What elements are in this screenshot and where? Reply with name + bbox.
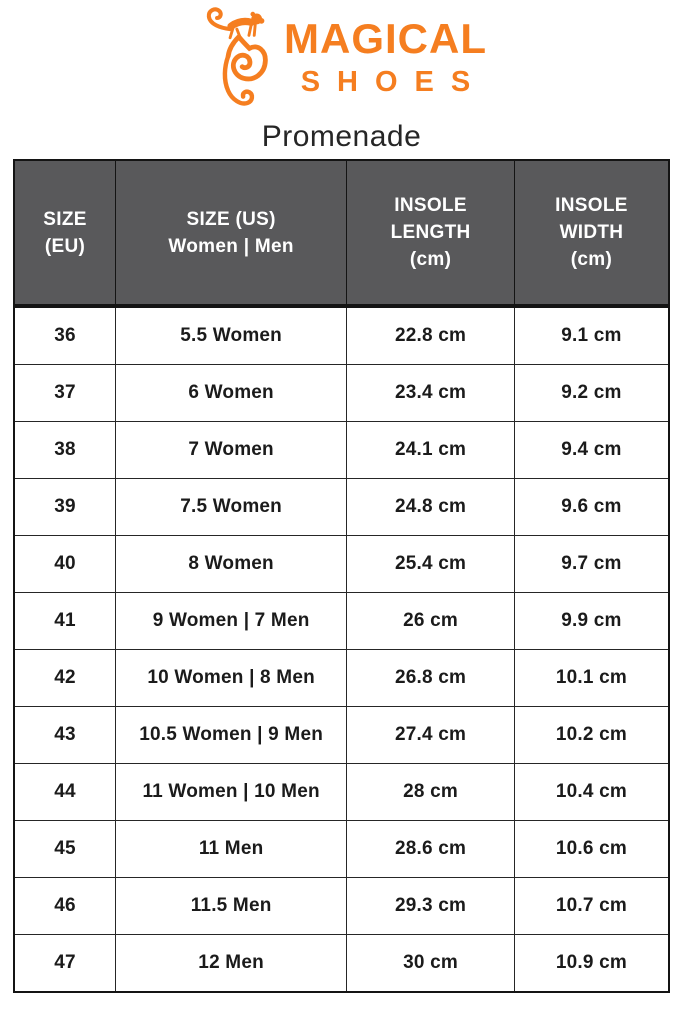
- table-row: [14, 935, 669, 993]
- cell-size-us: 7.5 Women: [116, 479, 347, 536]
- header-text: Women | Men: [168, 235, 294, 257]
- brand-name-line2: SHOES: [300, 66, 488, 98]
- header-text: (cm): [570, 249, 613, 270]
- cell-insole-width: 10.1 cm: [514, 650, 669, 707]
- brand-logo: [0, 0, 683, 118]
- table-row: [14, 821, 669, 878]
- cell-insole-length: 24.1 cm: [347, 422, 515, 479]
- table-row: [14, 593, 669, 650]
- cell-size-eu: 46: [14, 878, 116, 935]
- cell-size-us: 11.5 Men: [116, 878, 347, 935]
- header-text: (cm): [409, 249, 452, 270]
- cell-size-eu: 42: [14, 650, 116, 707]
- cell-insole-width: 10.6 cm: [514, 821, 669, 878]
- cell-insole-length: 26 cm: [347, 593, 515, 650]
- table-row: [14, 306, 669, 365]
- header-insole-length: [347, 160, 515, 306]
- cell-size-eu: 36: [14, 306, 116, 365]
- header-text: INSOLE: [394, 195, 467, 216]
- table-row: [14, 536, 669, 593]
- header-text: SIZE (US): [186, 208, 276, 230]
- cell-size-eu: 43: [14, 707, 116, 764]
- cell-size-eu: 37: [14, 365, 116, 422]
- cell-insole-width: 9.6 cm: [514, 479, 669, 536]
- header-text: SIZE: [43, 208, 87, 230]
- header-text: WIDTH: [559, 222, 624, 243]
- cell-size-eu: 38: [14, 422, 116, 479]
- cell-insole-width: 9.1 cm: [514, 306, 669, 365]
- cell-insole-length: 22.8 cm: [347, 306, 515, 365]
- table-row: [14, 707, 669, 764]
- cell-insole-length: 28.6 cm: [347, 821, 515, 878]
- header-size-us: [116, 160, 347, 306]
- product-name: Promenade: [261, 120, 422, 153]
- cell-insole-length: 27.4 cm: [347, 707, 515, 764]
- brand-name-line1: MAGICAL: [284, 15, 487, 62]
- table-row: [14, 764, 669, 821]
- size-chart-table: [13, 159, 670, 993]
- cell-insole-length: 23.4 cm: [347, 365, 515, 422]
- cell-size-eu: 45: [14, 821, 116, 878]
- cell-size-eu: 47: [14, 935, 116, 993]
- brand-wordmark: [284, 15, 488, 98]
- cell-insole-width: 10.7 cm: [514, 878, 669, 935]
- header-insole-width: [514, 160, 669, 306]
- cell-size-us: 8 Women: [116, 536, 347, 593]
- table-row: [14, 878, 669, 935]
- cell-insole-length: 28 cm: [347, 764, 515, 821]
- cell-size-us: 5.5 Women: [116, 306, 347, 365]
- cell-insole-length: 25.4 cm: [347, 536, 515, 593]
- cell-insole-length: 26.8 cm: [347, 650, 515, 707]
- cell-size-us: 11 Men: [116, 821, 347, 878]
- cell-insole-length: 24.8 cm: [347, 479, 515, 536]
- cell-size-eu: 40: [14, 536, 116, 593]
- table-row: [14, 650, 669, 707]
- size-table-body: [14, 306, 669, 992]
- cell-size-eu: 39: [14, 479, 116, 536]
- cell-size-us: 10 Women | 8 Men: [116, 650, 347, 707]
- cell-size-us: 12 Men: [116, 935, 347, 993]
- cell-size-us: 11 Women | 10 Men: [116, 764, 347, 821]
- cell-insole-width: 9.2 cm: [514, 365, 669, 422]
- cell-insole-length: 30 cm: [347, 935, 515, 993]
- header-text: (EU): [44, 235, 86, 257]
- cell-insole-length: 29.3 cm: [347, 878, 515, 935]
- table-header-row: [14, 160, 669, 306]
- cell-insole-width: 10.4 cm: [514, 764, 669, 821]
- cell-insole-width: 10.9 cm: [514, 935, 669, 993]
- cell-size-eu: 44: [14, 764, 116, 821]
- cell-size-us: 9 Women | 7 Men: [116, 593, 347, 650]
- cell-size-us: 10.5 Women | 9 Men: [116, 707, 347, 764]
- cell-insole-width: 9.7 cm: [514, 536, 669, 593]
- cell-insole-width: 9.9 cm: [514, 593, 669, 650]
- header-text: INSOLE: [555, 195, 628, 216]
- cell-size-eu: 41: [14, 593, 116, 650]
- header-size-eu: [14, 160, 116, 306]
- table-row: [14, 422, 669, 479]
- monkey-swirl-icon: [196, 3, 270, 115]
- cell-insole-width: 10.2 cm: [514, 707, 669, 764]
- cell-size-us: 6 Women: [116, 365, 347, 422]
- cell-size-us: 7 Women: [116, 422, 347, 479]
- cell-insole-width: 9.4 cm: [514, 422, 669, 479]
- table-row: [14, 365, 669, 422]
- header-text: LENGTH: [390, 222, 471, 243]
- table-row: [14, 479, 669, 536]
